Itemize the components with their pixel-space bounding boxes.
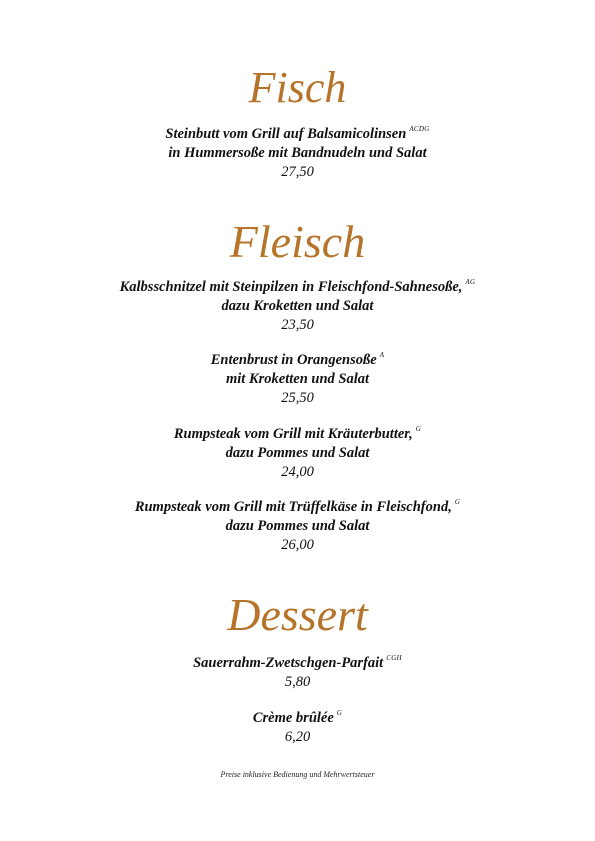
allergen-codes: G bbox=[336, 709, 343, 717]
item-name-line-1: Rumpsteak vom Grill mit Trüffelkäse in Fleischfond, $^G$ bbox=[134, 498, 461, 515]
item-price: 24,00 bbox=[281, 464, 314, 480]
section-title-fleisch: Fleisch bbox=[229, 216, 366, 267]
item-name-line-2: dazu Pommes und Salat bbox=[225, 445, 370, 461]
item-name-line-1: Sauerrahm-Zwetschgen-Parfait $^{CGH}$ bbox=[193, 654, 402, 671]
item-price: 27,50 bbox=[281, 164, 314, 180]
item-name-line-2: in Hummersoße mit Bandnudeln und Salat bbox=[168, 145, 427, 161]
menu-item-rumpsteak-trueffelkaese bbox=[0, 493, 595, 555]
item-name-line-2: mit Kroketten und Salat bbox=[225, 371, 370, 387]
section-title-fisch: Fisch bbox=[248, 63, 347, 112]
menu-item-entenbrust bbox=[0, 346, 595, 408]
allergen-codes: CGH bbox=[386, 654, 402, 662]
item-name-line-2: dazu Kroketten und Salat bbox=[221, 298, 374, 314]
item-price: 6,20 bbox=[284, 729, 311, 745]
section-title-dessert: Dessert bbox=[227, 589, 368, 640]
item-name-line-1: Crème brûlée $^G$ bbox=[252, 709, 343, 726]
allergen-codes: G bbox=[454, 498, 461, 506]
allergen-codes: G bbox=[415, 425, 422, 433]
item-price: 26,00 bbox=[281, 537, 314, 553]
item-name-line-1: Rumpsteak vom Grill mit Kräuterbutter, $^G$ bbox=[173, 425, 422, 442]
item-name-line-2: dazu Pommes und Salat bbox=[225, 518, 370, 534]
item-price: 25,50 bbox=[281, 390, 314, 406]
menu-item-kalbsschnitzel bbox=[0, 273, 595, 335]
allergen-codes: ACDG bbox=[409, 125, 430, 133]
allergen-codes: AG bbox=[465, 278, 476, 286]
item-price: 5,80 bbox=[284, 674, 311, 690]
menu-item-parfait bbox=[0, 649, 595, 692]
menu-item-creme-brulee bbox=[0, 704, 595, 747]
allergen-codes: A bbox=[379, 351, 385, 359]
footer-note: Preise inklusive Bedienung und Mehrwertsteuer bbox=[220, 770, 375, 779]
item-name-line-1: Kalbsschnitzel mit Steinpilzen in Fleischfond-Sahnesoße, $^{AG}$ bbox=[119, 278, 476, 295]
item-price: 23,50 bbox=[281, 317, 314, 333]
item-name-line-1: Entenbrust in Orangensoße $^A$ bbox=[210, 351, 385, 368]
item-name-line-1: Steinbutt vom Grill auf Balsamicolinsen $^{ACDG}$ bbox=[165, 125, 430, 142]
menu-item-rumpsteak-kraeuterbutter bbox=[0, 420, 595, 482]
menu-item-steinbutt bbox=[0, 120, 595, 182]
